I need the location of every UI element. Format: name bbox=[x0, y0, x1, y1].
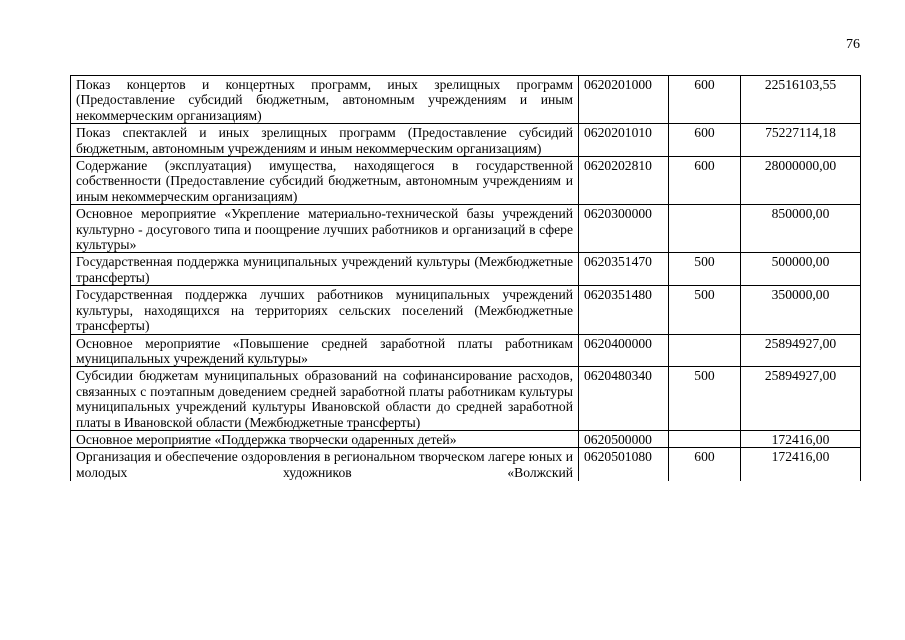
row-description: Основное мероприятие «Повышение средней заработной платы работникам муниципальных учреждений культуры» bbox=[71, 334, 579, 367]
table-row bbox=[71, 448, 861, 482]
row-target-code: 0620480340 bbox=[579, 367, 669, 431]
budget-table bbox=[70, 75, 861, 481]
row-description: Показ концертов и концертных программ, иных зрелищных программ (Предоставление субсидий бюджетным, автономным учреждениям и иным некоммерческим организациям) bbox=[71, 76, 579, 124]
row-target-code: 0620201000 bbox=[579, 76, 669, 124]
row-target-code: 0620202810 bbox=[579, 157, 669, 205]
row-amount: 75227114,18 bbox=[741, 124, 861, 157]
row-amount: 172416,00 bbox=[741, 448, 861, 482]
row-amount: 25894927,00 bbox=[741, 334, 861, 367]
table-row bbox=[71, 205, 861, 253]
table-row bbox=[71, 157, 861, 205]
row-target-code: 0620501080 bbox=[579, 448, 669, 482]
row-expense-type: 500 bbox=[669, 253, 741, 286]
row-target-code: 0620351470 bbox=[579, 253, 669, 286]
row-amount: 850000,00 bbox=[741, 205, 861, 253]
row-target-code: 0620300000 bbox=[579, 205, 669, 253]
row-target-code: 0620201010 bbox=[579, 124, 669, 157]
row-expense-type bbox=[669, 205, 741, 253]
row-expense-type: 500 bbox=[669, 367, 741, 431]
row-expense-type: 600 bbox=[669, 157, 741, 205]
table-row bbox=[71, 76, 861, 124]
table-row bbox=[71, 367, 861, 431]
table-row bbox=[71, 124, 861, 157]
row-expense-type: 600 bbox=[669, 448, 741, 482]
row-amount: 172416,00 bbox=[741, 430, 861, 447]
row-description: Содержание (эксплуатация) имущества, находящегося в государственной собственности (Предоставление субсидий бюджетным, автономным учреждениям и иным некоммерческим организациям) bbox=[71, 157, 579, 205]
row-expense-type bbox=[669, 334, 741, 367]
row-amount: 22516103,55 bbox=[741, 76, 861, 124]
row-expense-type bbox=[669, 430, 741, 447]
row-amount: 25894927,00 bbox=[741, 367, 861, 431]
table-row bbox=[71, 286, 861, 334]
row-amount: 28000000,00 bbox=[741, 157, 861, 205]
row-description: Субсидии бюджетам муниципальных образований на софинансирование расходов, связанных с поэтапным доведением средней заработной платы работникам культуры муниципальных учреждений культуры Ивановской области до средней заработной платы в Ивановской области (Межбюджетные трансферты) bbox=[71, 367, 579, 431]
row-target-code: 0620400000 bbox=[579, 334, 669, 367]
table-row bbox=[71, 430, 861, 447]
row-target-code: 0620351480 bbox=[579, 286, 669, 334]
row-description: Организация и обеспечение оздоровления в региональном творческом лагере юных и молодых художников «Волжский bbox=[71, 448, 579, 482]
row-description: Показ спектаклей и иных зрелищных программ (Предоставление субсидий бюджетным, автономным учреждениям и иным некоммерческим организациям) bbox=[71, 124, 579, 157]
row-description: Государственная поддержка лучших работников муниципальных учреждений культуры, находящихся на территориях сельских поселений (Межбюджетные трансферты) bbox=[71, 286, 579, 334]
table-row bbox=[71, 253, 861, 286]
row-expense-type: 600 bbox=[669, 76, 741, 124]
row-expense-type: 600 bbox=[669, 124, 741, 157]
row-description: Основное мероприятие «Укрепление материально-технической базы учреждений культурно - досугового типа и поощрение лучших работников и организаций в сфере культуры» bbox=[71, 205, 579, 253]
row-target-code: 0620500000 bbox=[579, 430, 669, 447]
row-expense-type: 500 bbox=[669, 286, 741, 334]
table-row bbox=[71, 334, 861, 367]
page-number: 76 bbox=[846, 37, 860, 52]
row-amount: 500000,00 bbox=[741, 253, 861, 286]
row-description: Государственная поддержка муниципальных учреждений культуры (Межбюджетные трансферты) bbox=[71, 253, 579, 286]
row-amount: 350000,00 bbox=[741, 286, 861, 334]
row-description: Основное мероприятие «Поддержка творчески одаренных детей» bbox=[71, 430, 579, 447]
